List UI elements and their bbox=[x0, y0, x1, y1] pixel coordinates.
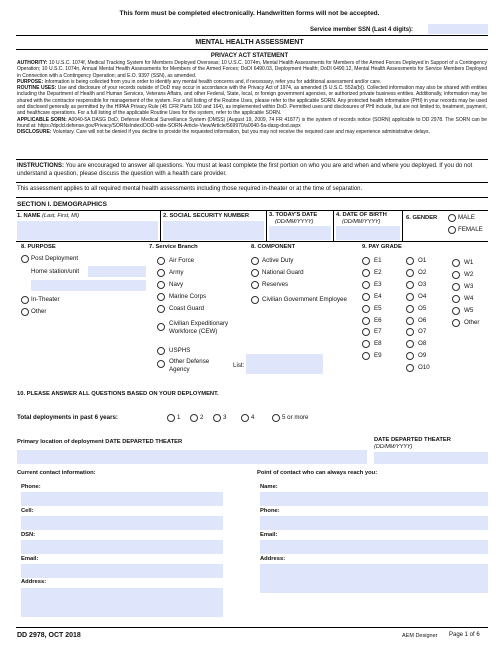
purpose-post-deployment-label: Post Deployment bbox=[31, 255, 79, 262]
primary-location-label: Primary location of deployment DATE DEPARTED THEATER bbox=[17, 439, 183, 445]
pay-grade-e2-radio[interactable] bbox=[362, 269, 370, 277]
purpose-other-radio[interactable] bbox=[21, 308, 29, 316]
contact-email-label: Email: bbox=[21, 556, 39, 562]
gender-label: 6. GENDER bbox=[406, 215, 438, 221]
name-label: 1. NAME (Last, First, MI) bbox=[17, 213, 80, 219]
contact-dsn-label: DSN: bbox=[21, 532, 36, 538]
pay-grade-w5-radio[interactable] bbox=[452, 307, 460, 315]
purpose-post-deployment-radio[interactable] bbox=[21, 255, 29, 263]
routine-uses-text: Use and disclosure of your records outside of DoD may occur in accordance with the Privacy Act of 1974, as amended (5 U.S.C. 552a(b)). Collected information may also be shared with entities including the Department of Health and Human Services, Veterans Affairs, and other Federal, State, local, or foreign government agencies, or authorized private business entities. Additionally, information may be shared with the contractor responsible for management of the system. For a full listing of the Routine Uses, please refer to the applicable SORN. Any protected health information (PHI) in your records may be used and disclosed generally as permitted by the HIPAA Privacy Rule (45 CFR Parts 160 and 164), as implemented within DoD. Permitted uses and disclosures of PHI include, but are not limited to, treatment, payment, and healthcare operations. For a full listing of the applicable Routine Uses for the system, refer to the applicable SORN. bbox=[17, 85, 487, 117]
pay-grade-w4-radio[interactable] bbox=[452, 295, 460, 303]
pay-grade-o6-radio[interactable] bbox=[406, 317, 414, 325]
contact-cell-field[interactable] bbox=[21, 516, 223, 530]
pay-grade-o4-label: O4 bbox=[418, 292, 427, 300]
service-branch-heading: 7. Service Branch bbox=[149, 244, 198, 250]
pay-grade-o6-label: O6 bbox=[418, 316, 427, 324]
section1-title bbox=[17, 201, 107, 208]
poc-name-label: Name: bbox=[260, 484, 278, 490]
pay-grade-o3-label: O3 bbox=[418, 280, 427, 288]
section1-subtitle: DEMOGRAPHICS bbox=[53, 201, 107, 208]
deployments-option-2-label: 2 bbox=[200, 414, 204, 421]
today-date-field[interactable] bbox=[269, 226, 331, 240]
deployments-option-3-radio[interactable] bbox=[213, 414, 221, 422]
purpose-text: Information is being collected from you in order to identify any mental health concerns and, if necessary, refer you for additional assessment and/or care. bbox=[44, 78, 382, 85]
pay-grade-e5-radio[interactable] bbox=[362, 305, 370, 313]
authority-text: 10 U.S.C. 1074f, Medical Tracking System for Members Deployed Overseas; 10 U.S.C. 1074m, Mental Health Assessments for Members of the Armed Forces Deployed in Support of a Contingency Operation; 10 U.S.C. 1074n, Annual Mental Health Assessments for Members of the Armed Forces; DoDI 6490.03, Deployment Health; DoDI 6490.12, Mental Health Assessments for Service Members Deployed in Connection with a Contingency Operation; and E.O. 9397 (SSN), as amended. bbox=[17, 60, 487, 79]
pay-grade-e1-label: E1 bbox=[374, 257, 382, 264]
deployments-option-3-label: 3 bbox=[223, 414, 227, 421]
branch-cew-label: Civilian Expeditionary Workforce (CEW) bbox=[169, 320, 229, 335]
contact-cell-label: Cell: bbox=[21, 508, 34, 514]
branch-other-defense-radio[interactable] bbox=[157, 360, 165, 368]
pay-grade-w5-label: W5 bbox=[464, 306, 474, 314]
top-notice: This form must be completed electronically. Handwritten forms will not be accepted. bbox=[119, 10, 380, 17]
component-reserves-label: Reserves bbox=[262, 281, 289, 288]
component-civilian-radio[interactable] bbox=[251, 296, 259, 304]
pay-grade-o9-radio[interactable] bbox=[406, 352, 414, 360]
total-deployments-label: Total deployments in past 6 years: bbox=[17, 414, 118, 421]
today-date-label: 3. TODAY'S DATE bbox=[269, 212, 318, 218]
branch-coast-guard-radio[interactable] bbox=[157, 305, 165, 313]
deployments-option-5-label: 5 or more bbox=[282, 414, 309, 421]
form-title: MENTAL HEALTH ASSESSMENT bbox=[195, 39, 304, 46]
pay-grade-o9-label: O9 bbox=[418, 352, 427, 360]
purpose-in-theater-radio[interactable] bbox=[21, 296, 29, 304]
branch-army-radio[interactable] bbox=[157, 269, 165, 277]
pay-grade-w3-radio[interactable] bbox=[452, 283, 460, 291]
branch-other-defense-label: Other Defense Agency bbox=[169, 358, 210, 373]
pay-grade-o10-radio[interactable] bbox=[406, 364, 414, 372]
date-departed-field[interactable] bbox=[374, 452, 488, 464]
name-field[interactable] bbox=[17, 221, 158, 240]
contact-dsn-field[interactable] bbox=[21, 540, 223, 554]
branch-marine-corps-label: Marine Corps bbox=[169, 293, 207, 300]
pay-grade-e6-label: E6 bbox=[374, 316, 382, 324]
component-national-guard-label: National Guard bbox=[262, 269, 304, 276]
dob-field[interactable] bbox=[336, 226, 400, 240]
pay-grade-o8-label: O8 bbox=[418, 340, 427, 348]
home-station-field-2[interactable] bbox=[31, 280, 146, 291]
deployments-option-2-radio[interactable] bbox=[190, 414, 198, 422]
pay-grade-e4-radio[interactable] bbox=[362, 293, 370, 301]
ssn-label: 2. SOCIAL SECURITY NUMBER bbox=[163, 213, 250, 219]
privacy-statement bbox=[17, 60, 487, 136]
branch-usphs-radio[interactable] bbox=[157, 347, 165, 355]
component-active-duty-label: Active Duty bbox=[262, 257, 294, 264]
contact-address-label: Address: bbox=[21, 579, 47, 585]
applies-note: This assessment applies to all required mental health assessments including those required in-theater or at the time of separation. bbox=[17, 186, 363, 192]
pay-grade-e5-label: E5 bbox=[374, 304, 382, 312]
instructions-text: You are encouraged to answer all questions. You must at least complete the first portion on who you are and when and where you deployed. If you do not understand a question, please discuss the question with a health care provider. bbox=[17, 163, 473, 177]
gender-male-radio[interactable] bbox=[448, 214, 456, 222]
pay-grade-e1-radio[interactable] bbox=[362, 257, 370, 265]
pay-grade-o2-radio[interactable] bbox=[406, 269, 414, 277]
pay-grade-e8-radio[interactable] bbox=[362, 340, 370, 348]
pay-grade-o1-label: O1 bbox=[418, 257, 427, 264]
disclosure-text: Voluntary. Care will not be denied if you decline to provide the requested information, but you may not receive the required care and may experience administrative delays. bbox=[52, 129, 430, 136]
poc-label: Point of contact who can always reach you: bbox=[257, 470, 378, 476]
pay-grade-o1-radio[interactable] bbox=[406, 257, 414, 265]
poc-email-field[interactable] bbox=[260, 540, 488, 554]
deployments-option-4-radio[interactable] bbox=[241, 414, 249, 422]
current-contact-label: Current contact information: bbox=[17, 470, 96, 476]
dob-hint: (DD/MM/YYYY) bbox=[342, 219, 381, 225]
branch-navy-label: Navy bbox=[169, 281, 184, 288]
branch-cew-radio[interactable] bbox=[157, 323, 165, 331]
pay-grade-o7-label: O7 bbox=[418, 328, 427, 336]
purpose-other-label: Other bbox=[31, 308, 47, 315]
instructions-label: INSTRUCTIONS: bbox=[17, 163, 64, 169]
pay-grade-w1-radio[interactable] bbox=[452, 259, 460, 267]
deployment-heading: 10. PLEASE ANSWER ALL QUESTIONS BASED ON YOUR DEPLOYMENT. bbox=[17, 391, 219, 397]
pay-grade-heading: 9. PAY GRADE bbox=[362, 244, 402, 250]
component-active-duty-radio[interactable] bbox=[251, 257, 259, 265]
pay-grade-e3-label: E3 bbox=[374, 280, 382, 288]
authority-label: AUTHORITY: bbox=[17, 60, 48, 66]
sorn-label: APPLICABLE SORN: bbox=[17, 116, 67, 123]
pay-grade-o10-label: O10 bbox=[418, 364, 430, 372]
gender-female-radio[interactable] bbox=[448, 226, 456, 234]
poc-email-label: Email: bbox=[260, 532, 278, 538]
deployments-option-1-radio[interactable] bbox=[167, 414, 175, 422]
pay-grade-w3-label: W3 bbox=[464, 282, 474, 290]
component-civilian-label: Civilian Government Employee bbox=[262, 296, 347, 303]
pay-grade-e6-radio[interactable] bbox=[362, 317, 370, 325]
contact-phone-label: Phone: bbox=[21, 484, 41, 490]
pay-grade-o8-radio[interactable] bbox=[406, 340, 414, 348]
pay-grade-w1-label: W1 bbox=[464, 259, 474, 266]
instructions bbox=[17, 162, 487, 178]
today-date-hint: (DD/MM/YYYY) bbox=[275, 219, 314, 225]
pay-grade-e8-label: E8 bbox=[374, 340, 382, 348]
pay-grade-o4-radio[interactable] bbox=[406, 293, 414, 301]
pay-grade-o3-radio[interactable] bbox=[406, 281, 414, 289]
deployments-option-4-label: 4 bbox=[251, 414, 255, 421]
contact-address-field[interactable] bbox=[21, 588, 223, 617]
pay-grade-o5-radio[interactable] bbox=[406, 305, 414, 313]
component-national-guard-radio[interactable] bbox=[251, 269, 259, 277]
contact-email-field[interactable] bbox=[21, 564, 223, 578]
routine-uses-label: ROUTINE USES: bbox=[17, 85, 57, 92]
contact-phone-field[interactable] bbox=[21, 492, 223, 506]
pay-grade-e3-radio[interactable] bbox=[362, 281, 370, 289]
branch-list-field[interactable] bbox=[246, 354, 323, 374]
pay-grade-o2-label: O2 bbox=[418, 268, 427, 276]
pay-grade-w2-radio[interactable] bbox=[452, 271, 460, 279]
pay-grade-e9-label: E9 bbox=[374, 352, 382, 360]
component-reserves-radio[interactable] bbox=[251, 281, 259, 289]
poc-address-label: Address: bbox=[260, 556, 286, 562]
purpose-in-theater-label: In-Theater bbox=[31, 296, 60, 303]
dob-label: 4. DATE OF BIRTH bbox=[336, 212, 387, 218]
deployments-option-1-label: 1 bbox=[177, 414, 181, 421]
date-departed-label: DATE DEPARTED THEATER bbox=[374, 437, 451, 443]
poc-address-field[interactable] bbox=[260, 564, 488, 593]
branch-navy-radio[interactable] bbox=[157, 281, 165, 289]
poc-name-field[interactable] bbox=[260, 492, 488, 506]
branch-usphs-label: USPHS bbox=[169, 347, 191, 354]
pay-grade-e9-radio[interactable] bbox=[362, 352, 370, 360]
gender-male-label: MALE bbox=[458, 214, 475, 221]
branch-army-label: Army bbox=[169, 269, 184, 276]
form-id: DD 2978, OCT 2018 bbox=[17, 632, 81, 639]
pay-grade-w2-label: W2 bbox=[464, 270, 474, 278]
branch-coast-guard-label: Coast Guard bbox=[169, 305, 205, 312]
primary-location-field[interactable] bbox=[17, 450, 367, 464]
pay-grade-e7-label: E7 bbox=[374, 328, 382, 336]
branch-air-force-label: Air Force bbox=[169, 257, 195, 264]
designer-label: AEM Designer bbox=[402, 633, 438, 639]
home-station-label: Home station/unit bbox=[31, 268, 80, 275]
ssn-last4-label: Service member SSN (Last 4 digits): bbox=[310, 27, 414, 33]
date-departed-hint: (DD/MM/YYYY) bbox=[374, 444, 413, 450]
pay-grade-o7-radio[interactable] bbox=[406, 328, 414, 336]
pay-grade-o5-label: O5 bbox=[418, 304, 427, 312]
page-number: Page 1 of 6 bbox=[449, 632, 480, 638]
purpose-label: PURPOSE: bbox=[17, 78, 44, 85]
pay-grade-w4-label: W4 bbox=[464, 294, 474, 302]
purpose-heading: 8. PURPOSE bbox=[21, 244, 56, 250]
privacy-heading: PRIVACY ACT STATEMENT bbox=[210, 53, 289, 59]
pay-grade-other-radio[interactable] bbox=[452, 319, 460, 327]
ssn-field[interactable] bbox=[163, 221, 264, 240]
deployments-option-5-radio[interactable] bbox=[272, 414, 280, 422]
pay-grade-e2-label: E2 bbox=[374, 268, 382, 276]
ssn-last4-field[interactable] bbox=[428, 24, 488, 34]
branch-air-force-radio[interactable] bbox=[157, 257, 165, 265]
disclosure-label: DISCLOSURE: bbox=[17, 129, 52, 136]
poc-phone-label: Phone: bbox=[260, 508, 280, 514]
section1-number: SECTION I. bbox=[17, 201, 52, 208]
gender-female-label: FEMALE bbox=[458, 226, 483, 233]
home-station-field[interactable] bbox=[88, 266, 146, 277]
pay-grade-e7-radio[interactable] bbox=[362, 328, 370, 336]
component-heading: 8. COMPONENT bbox=[251, 244, 296, 250]
sorn-text: A0040-5A DASG DoD, Defense Medical Surveillance System (DMSS) (August 19, 2009, 74 FR 41877) is the system of records notice (SORN) applicable to DD 2978. The SORN can be found at: https://dpcld.defense.gov/Privacy/SORNsIndex/DOD-wide-SORN-Article-View/Article/569970/a0040-5a-dasg-dod.aspx bbox=[17, 116, 487, 129]
pay-grade-e4-label: E4 bbox=[374, 292, 382, 300]
branch-marine-corps-radio[interactable] bbox=[157, 293, 165, 301]
pay-grade-other-label: Other bbox=[464, 318, 480, 326]
branch-list-label: List: bbox=[233, 362, 245, 369]
poc-phone-field[interactable] bbox=[260, 516, 488, 530]
